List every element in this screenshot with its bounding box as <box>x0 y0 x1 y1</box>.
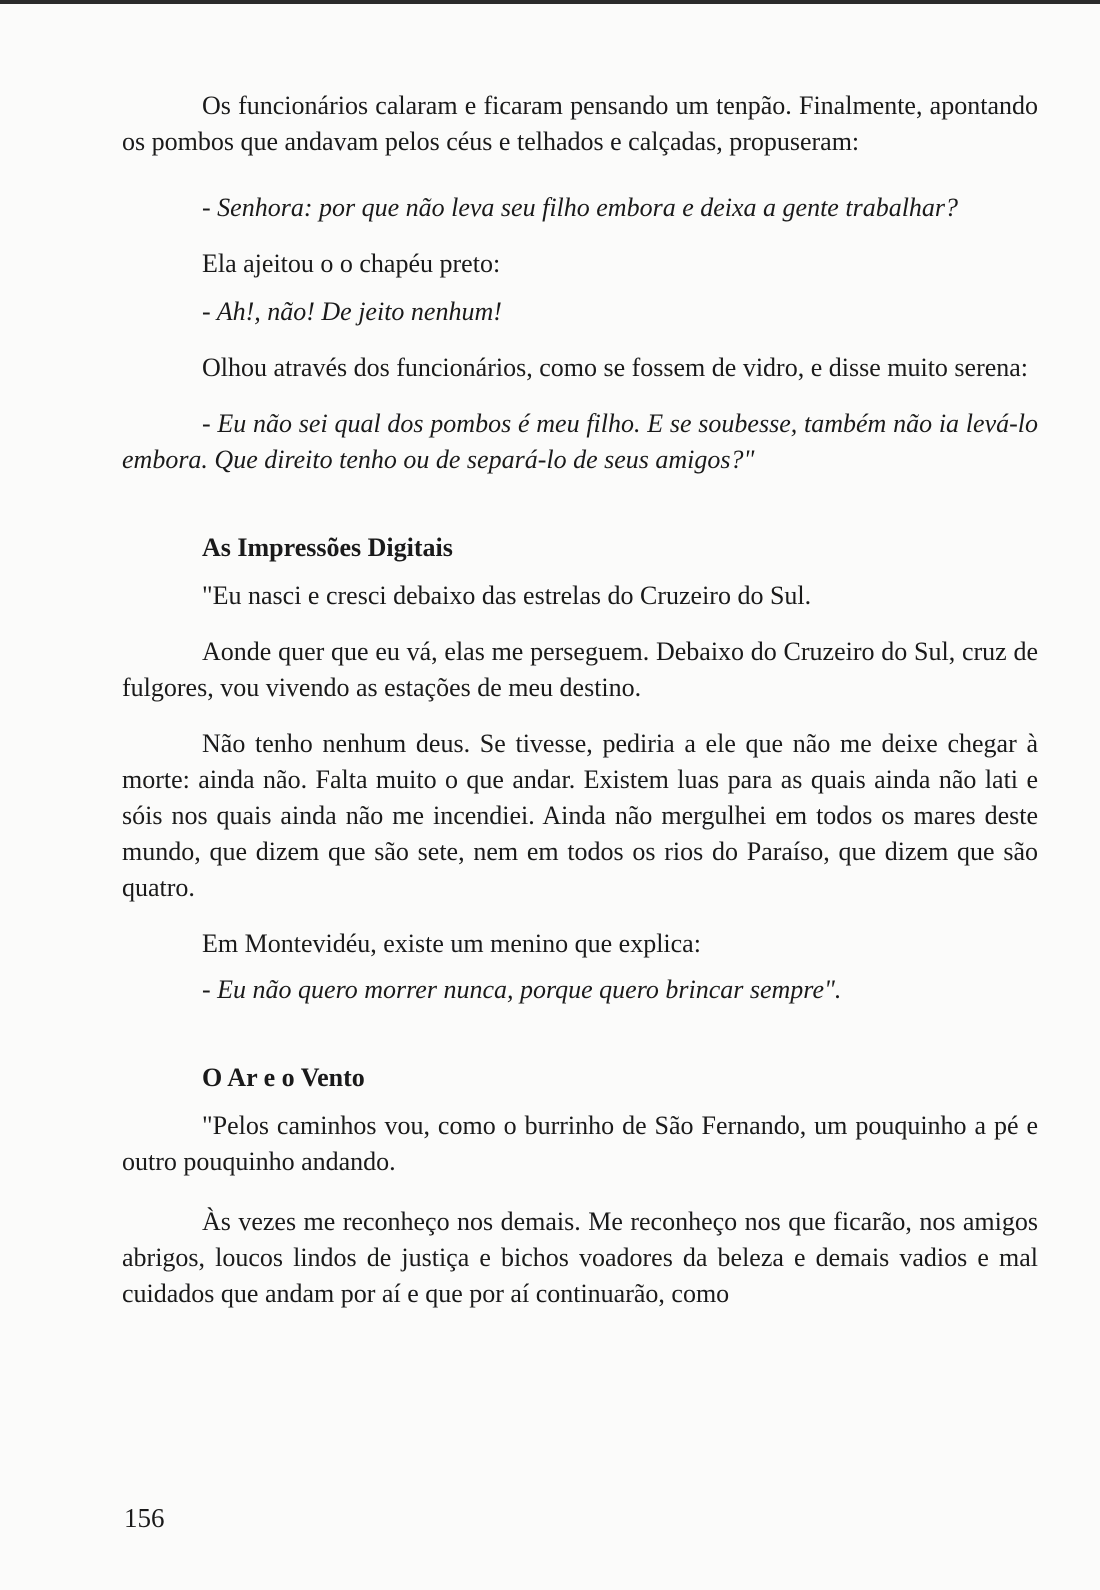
dialogue-line: - Eu não sei qual dos pombos é meu filho. E se soubesse, também não ia levá-lo embora. Que direito tenho ou de separá-lo de seus amigos?" <box>122 409 1038 474</box>
paragraph: Às vezes me reconheço nos demais. Me reconheço nos que ficarão, nos amigos abrigos, loucos lindos de justiça e bichos voadores da beleza e demais vadios e mal cuidados que andam por aí e que por aí continuarão, como <box>122 1207 1038 1308</box>
page-number: 156 <box>124 1503 165 1533</box>
paragraph: Ela ajeitou o o chapéu preto: <box>202 249 501 278</box>
dialogue-line: - Eu não quero morrer nunca, porque quero brincar sempre". <box>202 975 842 1004</box>
paragraph: Aonde quer que eu vá, elas me perseguem. Debaixo do Cruzeiro do Sul, cruz de fulgores, vou vivendo as estações de meu destino. <box>122 637 1038 702</box>
page-top-edge <box>0 0 1100 4</box>
paragraph: "Pelos caminhos vou, como o burrinho de São Fernando, um pouquinho a pé e outro pouquinho andando. <box>122 1111 1038 1176</box>
section-heading: As Impressões Digitais <box>202 533 453 562</box>
paragraph: Os funcionários calaram e ficaram pensando um tenpão. Finalmente, apontando os pombos que andavam pelos céus e telhados e calçadas, propuseram: <box>122 91 1038 156</box>
dialogue-line: - Senhora: por que não leva seu filho embora e deixa a gente trabalhar? <box>202 193 959 222</box>
paragraph: Não tenho nenhum deus. Se tivesse, pediria a ele que não me deixe chegar à morte: ainda não. Falta muito o que andar. Existem luas para as quais ainda não lati e sóis nos quais ainda não me incendiei. Ainda não mergulhei em todos os mares deste mundo, que dizem que são sete, nem em todos os rios do Paraíso, que dizem que são quatro. <box>122 729 1038 902</box>
section-heading: O Ar e o Vento <box>202 1063 365 1092</box>
paragraph: "Eu nasci e cresci debaixo das estrelas do Cruzeiro do Sul. <box>202 581 812 610</box>
dialogue-line: - Ah!, não! De jeito nenhum! <box>202 297 502 326</box>
paragraph: Em Montevidéu, existe um menino que explica: <box>202 929 701 958</box>
page-body <box>122 88 1038 1312</box>
paragraph: Olhou através dos funcionários, como se fossem de vidro, e disse muito serena: <box>202 353 1029 382</box>
